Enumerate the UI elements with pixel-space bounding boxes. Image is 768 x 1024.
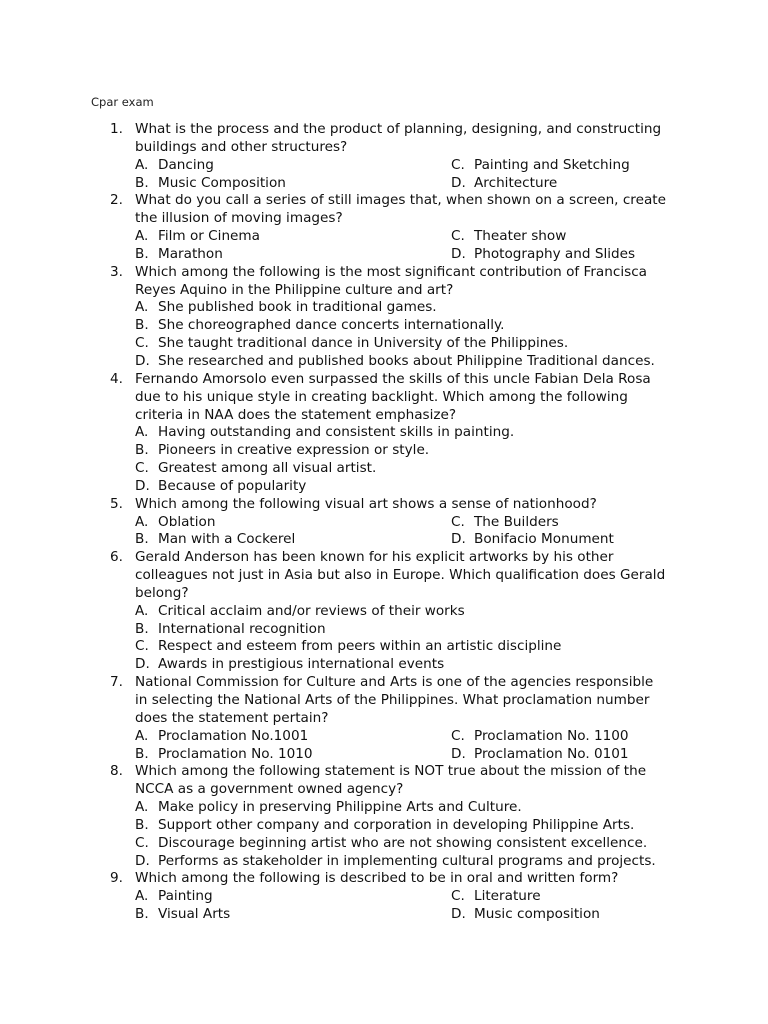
answer-options (135, 799, 695, 870)
option-letter: A. (135, 727, 149, 744)
option-letter: A. (135, 888, 149, 905)
question-text-line: National Commission for Culture and Arts is one of the agencies responsible (135, 674, 654, 691)
option-letter: B. (135, 745, 149, 762)
answer-option (135, 817, 695, 835)
answer-option (135, 514, 451, 532)
answer-option (451, 228, 695, 246)
option-text: Painting (158, 888, 213, 905)
option-letter: A. (135, 299, 149, 316)
option-text: Oblation (158, 513, 216, 530)
option-letter: B. (135, 317, 149, 334)
question-text-line: Which among the following statement is NOT true about the mission of the (135, 763, 647, 780)
question-number: 2. (110, 192, 123, 209)
answer-option (451, 531, 695, 549)
option-text: She researched and published books about Philippine Traditional dances. (158, 352, 655, 369)
option-letter: D. (451, 174, 466, 191)
option-text: Dancing (158, 156, 214, 173)
option-text: Respect and esteem from peers within an artistic discipline (158, 638, 562, 655)
question-list (0, 121, 768, 924)
option-letter: B. (135, 174, 149, 191)
question-text-line: does the statement pertain? (135, 709, 329, 726)
answer-option (135, 656, 695, 674)
question-number: 7. (110, 674, 123, 691)
option-text: Literature (474, 888, 541, 905)
answer-option (135, 424, 695, 442)
question-text-line: the illusion of moving images? (135, 210, 343, 227)
option-text: Support other company and corporation in developing Philippine Arts. (158, 816, 635, 833)
answer-option (135, 442, 695, 460)
question-text (135, 674, 675, 728)
answer-options (135, 299, 695, 370)
question-text (135, 549, 675, 603)
question-item (0, 674, 768, 763)
option-letter: C. (451, 228, 465, 245)
option-letter: B. (135, 531, 149, 548)
question-number: 3. (110, 263, 123, 280)
question-text-line: in selecting the National Arts of the Philippines. What proclamation number (135, 692, 650, 708)
option-letter: C. (135, 335, 149, 352)
option-text: Man with a Cockerel (158, 531, 296, 548)
option-text: Music composition (474, 906, 600, 923)
option-text: Greatest among all visual artist. (158, 460, 377, 477)
answer-option (135, 228, 451, 246)
answer-option (451, 746, 695, 764)
question-text-line: due to his unique style in creating backlight. Which among the following (135, 388, 628, 405)
option-letter: D. (135, 477, 150, 494)
question-text-line: buildings and other structures? (135, 138, 348, 155)
answer-option (451, 157, 695, 175)
option-letter: D. (135, 656, 150, 673)
question-text-line: Which among the following is described to be in oral and written form? (135, 870, 619, 887)
option-letter: A. (135, 156, 149, 173)
answer-option (135, 728, 451, 746)
question-text-line: Which among the following visual art shows a sense of nationhood? (135, 495, 597, 512)
question-text-line: colleagues not just in Asia but also in Europe. Which qualification does Gerald (135, 567, 666, 584)
option-letter: C. (135, 460, 149, 477)
option-letter: B. (135, 442, 149, 459)
answer-option (451, 906, 695, 924)
option-text: Bonifacio Monument (474, 531, 614, 548)
question-text-line: Reyes Aquino in the Philippine culture and art? (135, 281, 454, 298)
question-text (135, 192, 675, 228)
answer-option (451, 246, 695, 264)
option-text: Music Composition (158, 174, 286, 191)
answer-option (135, 478, 695, 496)
option-letter: D. (451, 745, 466, 762)
question-number: 5. (110, 495, 123, 512)
option-text: Photography and Slides (474, 245, 636, 262)
question-text-line: belong? (135, 584, 189, 601)
answer-options (135, 603, 695, 674)
document-header: Cpar exam (91, 95, 154, 109)
question-number: 1. (110, 121, 123, 137)
question-text-line: Which among the following is the most significant contribution of Francisca (135, 263, 648, 280)
option-letter: C. (451, 888, 465, 905)
option-text: Because of popularity (158, 477, 307, 494)
answer-options (135, 728, 695, 764)
answer-option (135, 335, 695, 353)
question-number: 9. (110, 870, 123, 887)
question-item (0, 371, 768, 496)
answer-options (135, 888, 695, 924)
option-text: She choreographed dance concerts internationally. (158, 317, 505, 334)
question-number: 4. (110, 370, 123, 387)
option-letter: C. (451, 727, 465, 744)
question-text (135, 763, 675, 799)
option-letter: B. (135, 620, 149, 637)
option-text: Marathon (158, 245, 223, 262)
question-number: 8. (110, 763, 123, 780)
question-text-line: NCCA as a government owned agency? (135, 781, 404, 798)
option-text: Proclamation No. 0101 (474, 745, 629, 762)
answer-option (135, 638, 695, 656)
option-letter: A. (135, 424, 149, 441)
question-text (135, 371, 675, 425)
answer-option (135, 157, 451, 175)
option-text: Visual Arts (158, 906, 231, 923)
question-text (135, 870, 675, 888)
question-text-line: What is the process and the product of planning, designing, and constructing (135, 121, 662, 137)
option-letter: A. (135, 799, 149, 816)
question-text (135, 264, 675, 300)
option-letter: C. (135, 834, 149, 851)
question-item (0, 870, 768, 924)
answer-option (135, 353, 695, 371)
option-text: She published book in traditional games. (158, 299, 437, 316)
question-item (0, 763, 768, 870)
answer-option (135, 621, 695, 639)
question-text (135, 121, 675, 157)
option-text: Proclamation No. 1100 (474, 727, 629, 744)
answer-option (135, 799, 695, 817)
option-letter: C. (135, 638, 149, 655)
option-letter: B. (135, 816, 149, 833)
option-letter: B. (135, 906, 149, 923)
option-text: Theater show (474, 228, 567, 245)
question-text-line: criteria in NAA does the statement emphasize? (135, 406, 457, 423)
answer-option (451, 175, 695, 193)
option-text: She taught traditional dance in University of the Philippines. (158, 335, 569, 352)
question-text-line: What do you call a series of still images that, when shown on a screen, create (135, 192, 666, 209)
option-letter: A. (135, 602, 149, 619)
answer-option (135, 531, 451, 549)
question-text (135, 496, 675, 514)
option-letter: C. (451, 156, 465, 173)
option-letter: A. (135, 513, 149, 530)
option-letter: D. (451, 906, 466, 923)
option-text: Film or Cinema (158, 228, 260, 245)
answer-option (135, 888, 451, 906)
option-letter: B. (135, 245, 149, 262)
answer-option (135, 746, 451, 764)
answer-options (135, 424, 695, 495)
answer-option (135, 175, 451, 193)
answer-option (135, 246, 451, 264)
question-item (0, 121, 768, 192)
option-text: Discourage beginning artist who are not showing consistent excellence. (158, 834, 648, 851)
option-text: Awards in prestigious international events (158, 656, 445, 673)
question-item (0, 549, 768, 674)
answer-option (451, 514, 695, 532)
answer-option (135, 853, 695, 871)
option-text: The Builders (474, 513, 559, 530)
option-text: Painting and Sketching (474, 156, 630, 173)
option-text: Make policy in preserving Philippine Arts and Culture. (158, 799, 522, 816)
option-letter: D. (451, 245, 466, 262)
answer-option (135, 603, 695, 621)
question-item (0, 192, 768, 263)
answer-options (135, 514, 695, 550)
answer-option (135, 906, 451, 924)
option-text: Proclamation No.1001 (158, 727, 309, 744)
option-text: Pioneers in creative expression or style. (158, 442, 430, 459)
answer-option (451, 888, 695, 906)
answer-option (135, 299, 695, 317)
answer-options (135, 228, 695, 264)
option-text: International recognition (158, 620, 326, 637)
option-text: Critical acclaim and/or reviews of their works (158, 602, 465, 619)
question-number: 6. (110, 549, 123, 566)
answer-option (451, 728, 695, 746)
question-item (0, 496, 768, 550)
answer-option (135, 835, 695, 853)
answer-option (135, 317, 695, 335)
answer-option (135, 460, 695, 478)
option-letter: A. (135, 228, 149, 245)
option-letter: D. (135, 352, 150, 369)
option-text: Performs as stakeholder in implementing cultural programs and projects. (158, 852, 656, 869)
option-letter: C. (451, 513, 465, 530)
question-text-line: Fernando Amorsolo even surpassed the skills of this uncle Fabian Dela Rosa (135, 370, 651, 387)
question-item (0, 264, 768, 371)
option-text: Architecture (474, 174, 558, 191)
option-letter: D. (135, 852, 150, 869)
option-text: Having outstanding and consistent skills in painting. (158, 424, 515, 441)
option-letter: D. (451, 531, 466, 548)
question-text-line: Gerald Anderson has been known for his explicit artworks by his other (135, 549, 614, 566)
answer-options (135, 157, 695, 193)
option-text: Proclamation No. 1010 (158, 745, 313, 762)
